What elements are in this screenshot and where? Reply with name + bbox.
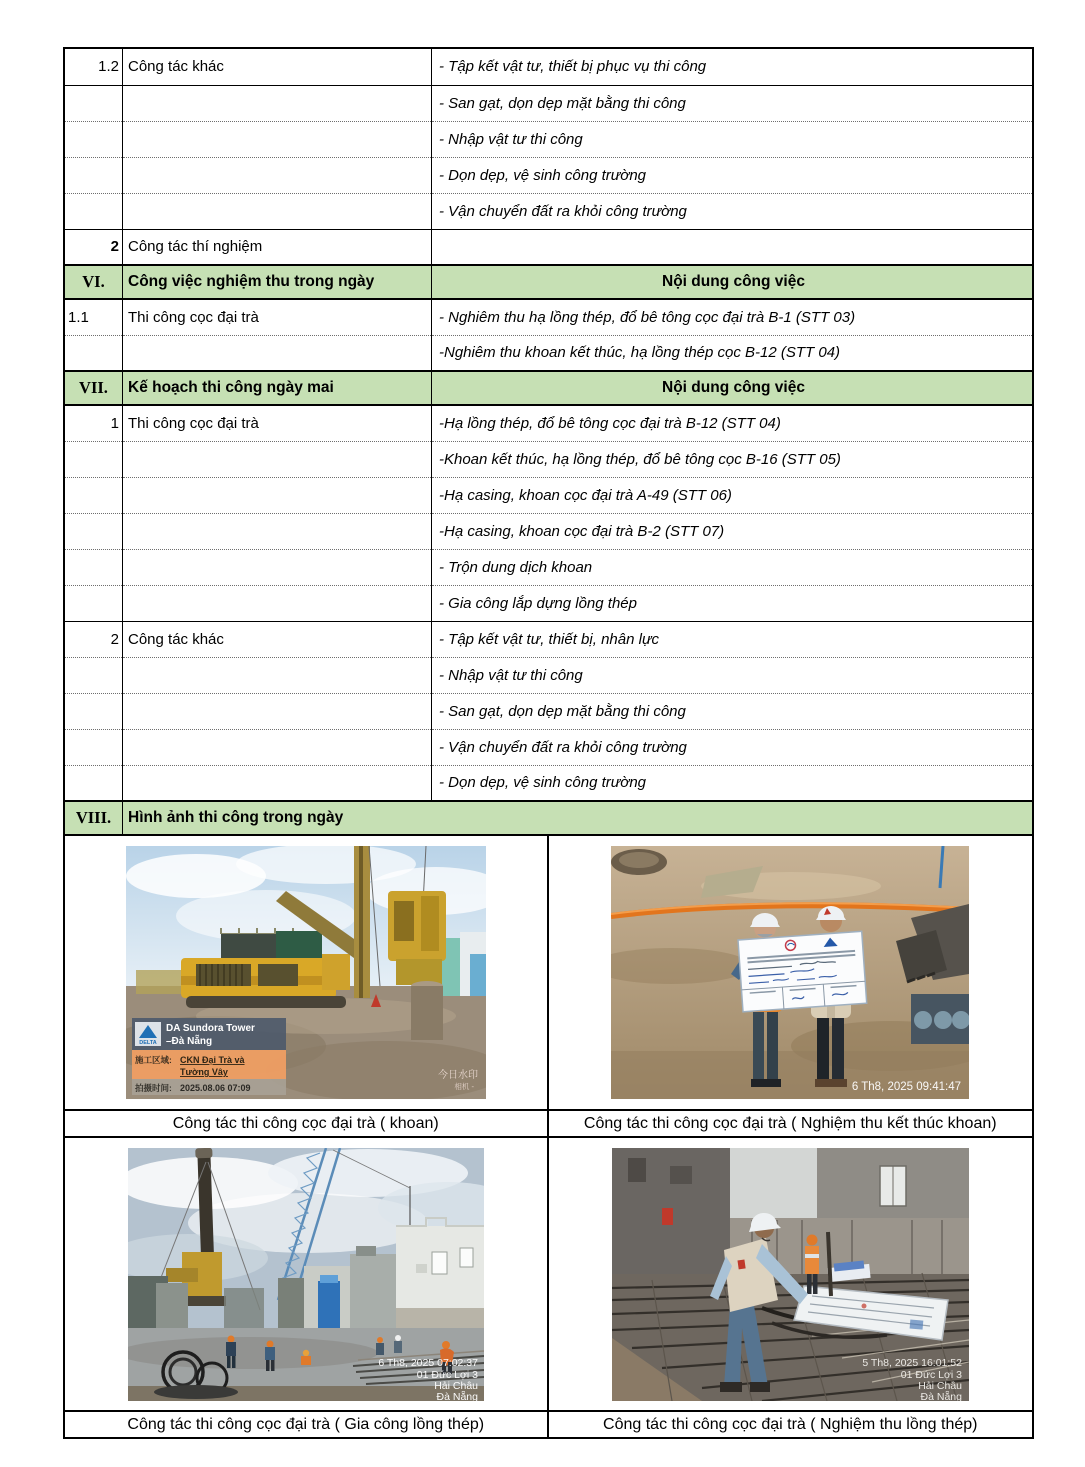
table-row [65, 657, 1032, 693]
row-number-cell [65, 85, 123, 121]
task-cell: Công tác khác [123, 49, 432, 85]
row-number-cell [65, 549, 123, 585]
photo-caption-khoan [65, 1109, 549, 1136]
table-row [65, 549, 1032, 585]
task-cell [123, 157, 432, 193]
watermark-area-label: 施工区域: [134, 1055, 172, 1065]
photo4-loc2: Hải Châu [917, 1379, 962, 1392]
watermark-time: 2025.08.06 07:09 [179, 1083, 251, 1093]
section-roman-numeral: VI. [65, 265, 123, 299]
photo4-timestamp: 5 Th8, 2025 16:01:52 [862, 1356, 962, 1369]
table-row [65, 121, 1032, 157]
content-cell [432, 229, 1033, 265]
content-cell: - Vận chuyển đất ra khỏi công trường [432, 729, 1033, 765]
photo-grid [65, 836, 1032, 1437]
task-cell [123, 549, 432, 585]
photo-gia-cong-long-thep [128, 1148, 484, 1401]
task-cell [123, 121, 432, 157]
table-row [65, 729, 1032, 765]
section-content-header: Nội dung công việc [432, 371, 1033, 405]
content-cell: - Gia công lắp dựng lồng thép [432, 585, 1033, 621]
photo3-loc2: Hải Châu [433, 1379, 478, 1392]
photo-watermark [132, 1018, 286, 1095]
task-cell: Công tác thí nghiệm [123, 229, 432, 265]
row-number-cell [65, 441, 123, 477]
row-number-cell [65, 335, 123, 371]
content-cell: - Nghiêm thu hạ lồng thép, đổ bê tông cọc đại trà B-1 (STT 03) [432, 299, 1033, 335]
content-cell: - Dọn dẹp, vệ sinh công trường [432, 765, 1033, 801]
table-row [65, 477, 1032, 513]
watermark-title: DA Sundora Tower [165, 1023, 255, 1034]
stamp-line1: 今日水印 [437, 1070, 478, 1081]
table-row [65, 513, 1032, 549]
table-row [65, 585, 1032, 621]
section-title: Kế hoạch thi công ngày mai [123, 371, 432, 405]
content-cell: - Nhập vật tư thi công [432, 657, 1033, 693]
table-row [65, 85, 1032, 121]
content-cell: -Khoan kết thúc, hạ lồng thép, đổ bê tông cọc B-16 (STT 05) [432, 441, 1033, 477]
photo-cell-nghiem-thu-khoan [549, 836, 1033, 1109]
content-cell: - San gạt, dọn dẹp mặt bằng thi công [432, 693, 1033, 729]
row-number-cell: 1.1 [68, 308, 89, 326]
photo4-loc1: 01 Đức Lợi 3 [900, 1368, 962, 1381]
table-row [65, 693, 1032, 729]
table-row [65, 157, 1032, 193]
task-cell: Công tác khác [123, 621, 432, 657]
row-number-cell [65, 193, 123, 229]
content-cell: -Hạ casing, khoan cọc đại trà B-2 (STT 07) [432, 513, 1033, 549]
section-header-row [65, 371, 1032, 405]
row-number-cell: 2 [65, 621, 123, 657]
row-number-cell [65, 585, 123, 621]
table-row [65, 49, 1032, 85]
section-title: Hình ảnh thi công trong ngày [123, 801, 1033, 835]
photo-caption-nghiem-thu-long-thep [549, 1410, 1033, 1437]
row-number-cell [65, 157, 123, 193]
caption-text: Công tác thi công cọc đại trà ( Nghiệm thu kết thúc khoan) [583, 1114, 997, 1132]
table-row [65, 405, 1032, 441]
watermark-area-1: CKN Đại Trà và [179, 1055, 245, 1065]
content-cell: - Dọn dẹp, vệ sinh công trường [432, 157, 1033, 193]
table-row [65, 299, 1032, 335]
table-row [65, 229, 1032, 265]
photo-cell-gia-cong [65, 1136, 549, 1410]
task-cell: Thi công cọc đại trà [123, 405, 432, 441]
photo4-loc3: Đà Nẵng [920, 1390, 962, 1401]
section-header-row [65, 265, 1032, 299]
photo-nghiem-thu-long-thep [612, 1148, 969, 1401]
row-number-cell [65, 693, 123, 729]
section-roman-numeral: VIII. [65, 801, 123, 835]
watermark-time-label: 拍摄时间: [134, 1083, 172, 1093]
section-header-row [65, 801, 1032, 835]
delta-logo-text: DELTA [138, 1040, 157, 1046]
caption-text: Công tác thi công cọc đại trà ( Gia công lồng thép) [127, 1415, 485, 1433]
row-number-cell [65, 513, 123, 549]
table-row [65, 765, 1032, 801]
task-cell [123, 335, 432, 371]
section-roman-numeral: VII. [65, 371, 123, 405]
content-cell: - Nhập vật tư thi công [432, 121, 1033, 157]
inspection-signboard [738, 931, 867, 1011]
content-cell: - Tập kết vật tư, thiết bị phục vụ thi công [432, 49, 1033, 85]
watermark-area-2: Tường Vây [179, 1067, 228, 1077]
work-items-table [65, 49, 1032, 836]
table-row [65, 621, 1032, 657]
caption-text: Công tác thi công cọc đại trà ( Nghiệm thu lồng thép) [603, 1415, 978, 1433]
photo3-timestamp: 6 Th8, 2025 07:02:37 [378, 1356, 478, 1369]
table-row [65, 441, 1032, 477]
task-cell [123, 765, 432, 801]
row-number-cell [65, 765, 123, 801]
photo-cell-nghiem-thu-long-thep [549, 1136, 1033, 1410]
photo3-loc3: Đà Nẵng [436, 1390, 478, 1401]
row-number-cell: 2 [65, 229, 123, 265]
content-cell: - Vận chuyển đất ra khỏi công trường [432, 193, 1033, 229]
watermark-subtitle: –Đà Nẵng [165, 1036, 212, 1047]
table-row [65, 335, 1032, 371]
row-number-cell [65, 729, 123, 765]
photo-cell-khoan [65, 836, 549, 1109]
content-cell: - Trộn dung dịch khoan [432, 549, 1033, 585]
photo-caption-gia-cong [65, 1410, 549, 1437]
task-cell [123, 513, 432, 549]
photo-khoan [126, 846, 486, 1099]
content-cell: -Nghiêm thu khoan kết thúc, hạ lồng thép cọc B-12 (STT 04) [432, 335, 1033, 371]
photo-caption-nghiem-thu-khoan [549, 1109, 1033, 1136]
content-cell: - Tập kết vật tư, thiết bị, nhân lực [432, 621, 1033, 657]
photo2-timestamp: 6 Th8, 2025 09:41:47 [852, 1081, 962, 1093]
content-cell: -Hạ casing, khoan cọc đại trà A-49 (STT 06) [432, 477, 1033, 513]
section-content-header: Nội dung công việc [432, 265, 1033, 299]
daily-report-table [63, 47, 1034, 1439]
task-cell [123, 657, 432, 693]
task-cell [123, 477, 432, 513]
task-cell [123, 729, 432, 765]
photo-nghiem-thu-khoan [611, 846, 969, 1099]
task-cell [123, 693, 432, 729]
content-cell: - San gạt, dọn dẹp mặt bằng thi công [432, 85, 1033, 121]
task-cell [123, 585, 432, 621]
task-cell [123, 193, 432, 229]
row-number-cell: 1.2 [98, 58, 119, 76]
row-number-cell [65, 657, 123, 693]
table-row [65, 193, 1032, 229]
row-number-cell: 1 [110, 414, 119, 432]
stamp-line2: 相机 - [454, 1082, 474, 1091]
task-cell [123, 441, 432, 477]
task-cell [123, 85, 432, 121]
row-number-cell [65, 477, 123, 513]
photo3-loc1: 01 Đức Lợi 3 [416, 1368, 478, 1381]
task-cell: Thi công cọc đại trà [123, 299, 432, 335]
row-number-cell [65, 121, 123, 157]
caption-text: Công tác thi công cọc đại trà ( khoan) [172, 1114, 439, 1132]
content-cell: -Hạ lồng thép, đổ bê tông cọc đại trà B-12 (STT 04) [432, 405, 1033, 441]
section-title: Công việc nghiệm thu trong ngày [123, 265, 432, 299]
